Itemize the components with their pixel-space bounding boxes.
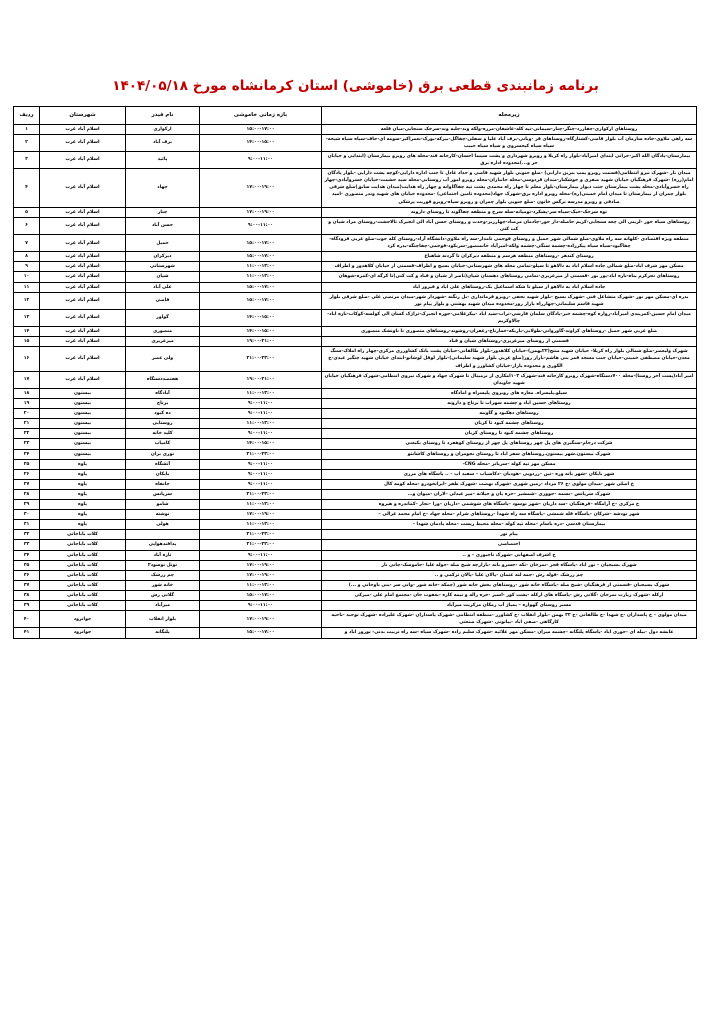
cell-row-number: ۴۰ <box>14 611 40 628</box>
cell-feeder: ده کبود <box>126 409 200 419</box>
cell-feeder: شامو <box>126 500 200 510</box>
cell-city: اسلام آباد غرب <box>40 217 126 234</box>
cell-row-number: ۱۶ <box>14 347 40 371</box>
cell-city: کلات باباجانی <box>40 591 126 601</box>
cell-city: جوانرود <box>40 611 126 628</box>
cell-city: اسلام آباد غرب <box>40 169 126 208</box>
cell-feeder: کامیاب <box>126 439 200 449</box>
cell-city: کلات باباجانی <box>40 570 126 580</box>
cell-feeder: آبادگاه <box>126 388 200 398</box>
table-row <box>14 347 697 371</box>
cell-time: ۱۷:۰۰-۱۹:۰۰ <box>200 510 322 520</box>
cell-row-number: ۳ <box>14 151 40 168</box>
cell-time: ۱۵:۰۰-۱۷:۰۰ <box>200 591 322 601</box>
cell-area: عابشه دول -بیله ای -حوری اباد -پاسگاه پلنگانه -چشمه میران -مسکن مهر علائیه -شهرک سلیم زاده -شهرک سیاه -سه راه تربیت بدنی- نوروز اباد و <box>322 628 697 638</box>
cell-city: کلات باباجانی <box>40 540 126 550</box>
cell-area: روستاهای دهکبود و گاوینه <box>322 409 697 419</box>
cell-city: پاوه <box>40 479 126 489</box>
cell-row-number: ۲۷ <box>14 479 40 489</box>
cell-time: ۱۵:۰۰-۱۷:۰۰ <box>200 282 322 292</box>
table-row <box>14 409 697 419</box>
cell-area: ضلع غربی شهر حمیل -روستاهای کراوند-گاورواني-طولابی-باریکه-خمارناج-زعفران-روشوند-روستاهای منصوری تا ناونشک منصوری <box>322 327 697 337</box>
cell-row-number: ۳۵ <box>14 560 40 570</box>
cell-area: شهرک بسیجیان -قسمتی از فرهنگیان -شیخ صله -پاسگاه خانه شور -روستاهای بخش خانه شور (چمکه -خانه شور -وانی سر -بنی ناوخانی و ...) <box>322 580 697 590</box>
cell-row-number: ۱۲ <box>14 292 40 309</box>
table-row <box>14 459 697 469</box>
cell-feeder: میرعزیزی <box>126 337 200 347</box>
cell-time: ۱۱:۰۰-۱۳:۰۰ <box>200 520 322 530</box>
cell-feeder: دیرکران <box>126 252 200 262</box>
cell-feeder: جهاد <box>126 169 200 208</box>
cell-feeder: نوزی بران <box>126 449 200 459</box>
cell-time: ۱۹:۰۰-۲۱:۰۰ <box>200 337 322 347</box>
cell-feeder: روستایی <box>126 419 200 429</box>
cell-area: جاده اسلام اباد به دالاهو از سیلو تا شکه اسماعیل بک-روستاهای علی اباد و فیروز اباد <box>322 282 697 292</box>
cell-row-number: ۳۲ <box>14 530 40 540</box>
table-row <box>14 207 697 217</box>
cell-city: اسلام آباد غرب <box>40 234 126 251</box>
cell-city: اسلام آباد غرب <box>40 327 126 337</box>
cell-feeder: آتشگاه <box>126 459 200 469</box>
cell-city: بیستون <box>40 398 126 408</box>
cell-city: پاوه <box>40 520 126 530</box>
cell-area: روستاهای سیاه خور -لرینی الی چغه سنجابی-کریم حاصله-دار خور-چادمان مرصاد-چهارزبر-وحدت و روستای حسن آباد الی انجیرک تالاجشت-روستای مراد شیان و کت کتی <box>322 217 697 234</box>
cell-time: ۲۱:۰۰-۲۳:۰۰ <box>200 530 322 540</box>
cell-area: شرکت درجام-سنگبری های پل چهر روستاهای پل چهر از روستای کوهفرد تا روستای بکبغنی <box>322 439 697 449</box>
table-row <box>14 500 697 510</box>
cell-city: اسلام آباد غرب <box>40 282 126 292</box>
cell-city: بیستون <box>40 409 126 419</box>
cell-row-number: ۷ <box>14 234 40 251</box>
table-row <box>14 530 697 540</box>
cell-city: پاوه <box>40 510 126 520</box>
cell-row-number: ۳۹ <box>14 601 40 611</box>
cell-city: پاوه <box>40 500 126 510</box>
cell-city: اسلام آباد غرب <box>40 337 126 347</box>
cell-feeder: چم زرشک <box>126 570 200 580</box>
cell-row-number: ۲۸ <box>14 489 40 499</box>
cell-city: کلات باباجانی <box>40 560 126 570</box>
cell-feeder: قاضی <box>126 292 200 309</box>
cell-row-number: ۳۴ <box>14 550 40 560</box>
cell-row-number: ۱۱ <box>14 282 40 292</box>
cell-area: روستاهای چشمه کبود تا روستای کربان <box>322 429 697 439</box>
table-row <box>14 134 697 151</box>
table-row <box>14 601 697 611</box>
cell-area: شهرک بیستون.شهر بیستون.روستاهای سفر اباد تا روستای نجومران و روستاهای کاشانتو <box>322 449 697 459</box>
table-row <box>14 151 697 168</box>
cell-time: ۱۷:۰۰-۱۹:۰۰ <box>200 560 322 570</box>
cell-city: اسلام آباد غرب <box>40 252 126 262</box>
table-header <box>14 107 697 124</box>
cell-time: ۲۱:۰۰-۲۳:۰۰ <box>200 347 322 371</box>
cell-city: کلات باباجانی <box>40 601 126 611</box>
table-row <box>14 591 697 601</box>
table-row <box>14 628 697 638</box>
cell-city: بیستون <box>40 388 126 398</box>
cell-feeder: گلانی رش <box>126 591 200 601</box>
cell-row-number: ۱۵ <box>14 337 40 347</box>
cell-feeder: خانه شور <box>126 580 200 590</box>
cell-feeder: ولی عصر <box>126 347 200 371</box>
table-row <box>14 520 697 530</box>
table-row <box>14 419 697 429</box>
cell-row-number: ۲۱ <box>14 419 40 429</box>
cell-time: ۱۱:۰۰-۱۳:۰۰ <box>200 419 322 429</box>
cell-time: ۹:۰۰-۱۱:۰۰ <box>200 601 322 611</box>
table-row <box>14 540 697 550</box>
table-row <box>14 580 697 590</box>
cell-feeder: چنار <box>126 207 200 217</box>
cell-feeder: شیان <box>126 272 200 282</box>
cell-city: اسلام آباد غرب <box>40 124 126 134</box>
cell-area: شهرک سرپانس –نسمه –جووزی –شمشیر –خره یان و جیلانه –میر عبدلی –لاران –میوان و… <box>322 489 697 499</box>
cell-time: ۱۱:۰۰-۱۳:۰۰ <box>200 388 322 398</box>
cell-time: ۱۷:۰۰-۱۹:۰۰ <box>200 570 322 580</box>
cell-feeder: هفتصددستگاه <box>126 371 200 388</box>
cell-city: اسلام آباد غرب <box>40 262 126 272</box>
cell-area: خ اصلی شهر -میدان مولوی -خ ۲۶ مرداد -زمین شهری -شهرک نهضت -شهرک ظفر -ابرانخودرو -محله کومه کال <box>322 479 697 489</box>
cell-time: ۹:۰۰-۱۱:۰۰ <box>200 217 322 234</box>
cell-area: شهرک بسیجیان – نور اباد -پاسگاه قجر -نمرخان -نکه -خسرو بانه -بازارچه شیخ صله -جوله علیا -جاموسک-چانی نار <box>322 560 697 570</box>
table-header-row <box>14 107 697 124</box>
cell-city: بیستون <box>40 439 126 449</box>
cell-row-number: ۳۸ <box>14 591 40 601</box>
cell-row-number: ۲۴ <box>14 449 40 459</box>
cell-area: خ مرکزی –خ آرامگاه –فرهنگیان –سد داریان –شهر نوسود –پاسگاه های شوشمی –داریان –ورا –نجار –کماندره و هیروه <box>322 500 697 510</box>
cell-city: اسلام آباد غرب <box>40 309 126 326</box>
table-row <box>14 292 697 309</box>
table-row <box>14 429 697 439</box>
cell-feeder: پائید <box>126 151 200 168</box>
table-row <box>14 337 697 347</box>
table-row <box>14 479 697 489</box>
cell-feeder: بلوار انقلاب <box>126 611 200 628</box>
cell-area: مسکن مهر شرف اباد-ضلع شمالی جاده اسلام اباد به دالاهو تا سیلو-تمامی محله های شهرستانی-خیابان بسیج و اطراف-قسمتی از خیابان کلاهدوز و اطراف <box>322 262 697 272</box>
table-row <box>14 550 697 560</box>
cell-feeder: گواور <box>126 309 200 326</box>
cell-area: پیام نور <box>322 530 697 540</box>
table-row <box>14 309 697 326</box>
table-row <box>14 489 697 499</box>
cell-area: امیر آباد(پست آخر روستا)-محله ۷۰۰دستگاه-شهرک روبرو کارخانه قند-شهرک ۱۰۳امکاری از نرمینال تا شهرک جهاد و شهرک نیروی انتظامی-شهرک فرهنگیان خیابان شهید جاویدان <box>322 371 697 388</box>
cell-feeder: حمیل <box>126 234 200 251</box>
cell-feeder: برف آباد <box>126 134 200 151</box>
table-row <box>14 570 697 580</box>
table-row <box>14 124 697 134</box>
cell-row-number: ۴ <box>14 169 40 208</box>
cell-area: بیمارستان-پادگان الله اکبر-خرانی ابتدای امیرآباد-بلوار راه کربلا و روبرو شهرداری و پشت سینما احسان-کارخانه قند-محله های روبرو بیمارستان (ابتدایی و خیابان حر و...)محدوده اداره برق <box>322 151 697 168</box>
table-row <box>14 272 697 282</box>
cell-area: شهرک ولیعصر-ضلع شمالی بلوار راه کربلا- خیابان شهید منتج(۲۲بهمن)-خیابان کلاهدوز-بلوار طالقانی-خیابان پشت بانک کشاورزی مرکزی-چهار راه املاک-سنگ معدن-خیابان مصطفی خمینی-خیابان جنب مسجد قمر بنی هاشم-بازار روز(ضلع غربی بلوار شهید سلیمانی)-بلوار لوفل لوشانو-ابتدای خیابان شهید چنگیز عبدی-خ الکوری و محدوده بازار-خیابان کشاورز و اطراف <box>322 347 697 371</box>
cell-row-number: ۲۲ <box>14 429 40 439</box>
cell-area: سیلو.پلیسراه. مغازه های روبروی پلیسراه و امادگاه <box>322 388 697 398</box>
column-header-area: زیرمحله <box>322 107 697 124</box>
cell-row-number: ۱۸ <box>14 388 40 398</box>
cell-feeder: برناج <box>126 398 200 408</box>
cell-row-number: ۲۰ <box>14 409 40 419</box>
outage-schedule-table <box>13 106 697 638</box>
table-row <box>14 371 697 388</box>
cell-area: مسیر روستای گهواره – پمپاژ آب زمکان مرکزیت میرآباد <box>322 601 697 611</box>
cell-feeder: شهرستانی <box>126 262 200 272</box>
table-body <box>14 124 697 638</box>
cell-area: میدان امام حسین-کمربندی امیرآباد-زواره کوه-چشمه خبر-پادگان سلمان فارسی-تراب-سید اباد -بیکرغلامی-جوزه انجیرک-تراژک کسان الی کولسه-کوکاب-نازه اباد-چالاوکریم <box>322 309 697 326</box>
cell-row-number: ۲۹ <box>14 500 40 510</box>
cell-row-number: ۲۳ <box>14 439 40 449</box>
cell-time: ۹:۰۰-۱۱:۰۰ <box>200 398 322 408</box>
cell-feeder: میرآباد <box>126 601 200 611</box>
cell-city: اسلام آباد غرب <box>40 292 126 309</box>
cell-feeder: منصوری <box>126 327 200 337</box>
cell-time: ۹:۰۰-۱۱:۰۰ <box>200 479 322 489</box>
cell-time: ۱۱:۰۰-۱۳:۰۰ <box>200 500 322 510</box>
cell-row-number: ۱۹ <box>14 398 40 408</box>
cell-city: اسلام آباد غرب <box>40 151 126 168</box>
cell-time: ۲۱:۰۰-۲۳:۰۰ <box>200 540 322 550</box>
cell-city: کلات باباجانی <box>40 580 126 590</box>
cell-time: ۹:۰۰-۱۱:۰۰ <box>200 409 322 419</box>
cell-row-number: ۱۴ <box>14 327 40 337</box>
cell-row-number: ۵ <box>14 207 40 217</box>
cell-time: ۱۷:۰۰-۱۹:۰۰ <box>200 169 322 208</box>
cell-area: بیمارستان قدسی –دره باسام –محله تپه کوله –محله محیط زیست –محله پادمان شهدا – <box>322 520 697 530</box>
schedule-table-container <box>0 106 711 638</box>
table-row <box>14 510 697 520</box>
cell-feeder: پلنگانه <box>126 628 200 638</box>
cell-time: ۱۵:۰۰-۱۷:۰۰ <box>200 292 322 309</box>
column-header-feeder: نام فیدر <box>126 107 200 124</box>
cell-time: ۹:۰۰-۱۱:۰۰ <box>200 550 322 560</box>
cell-row-number: ۱۰ <box>14 272 40 282</box>
table-row <box>14 217 697 234</box>
cell-city: اسلام آباد غرب <box>40 272 126 282</box>
cell-area: خ اشرف اصفهانی -شهرک تاجبوزی – و .. <box>322 550 697 560</box>
cell-feeder: نوشته <box>126 510 200 520</box>
cell-time: ۱۷:۰۰-۱۹:۰۰ <box>200 611 322 628</box>
cell-area: اختصاصی <box>322 540 697 550</box>
cell-area: شهر بابکان –شهر بانه وره –تین –زردویی –هودیان –دکاسیاب – سفید اب – .. پاسگاه های مرزی <box>322 469 697 479</box>
cell-feeder: هولی <box>126 520 200 530</box>
cell-feeder: سرپانس <box>126 489 200 499</box>
cell-time: ۱۵:۰۰-۱۷:۰۰ <box>200 234 322 251</box>
table-row <box>14 262 697 272</box>
cell-time: ۱۴:۰۰-۱۵:۰۰ <box>200 439 322 449</box>
cell-feeder: تازه آباد <box>126 550 200 560</box>
cell-city: اسلام آباد غرب <box>40 371 126 388</box>
cell-city: پاوه <box>40 469 126 479</box>
cell-time: ۱۵:۰۰-۱۷:۰۰ <box>200 252 322 262</box>
cell-area: میدان مولوی – خ پاسداران -خ شهدا -خ طالقانی -خ ۲۲ بهمن -بلوار انقلاب -خ کشاورز -منطقه انتظامی -شهرک پاسداران -شهرک علیزاده -شهرک توحید -ناحیه کارگاهی -صفی اباد -بیاتونی -شهرک صنعتی <box>322 611 697 628</box>
cell-feeder: پدافندهوایی <box>126 540 200 550</box>
table-row <box>14 327 697 337</box>
page-title: برنامه زمانبندی قطعی برق (خاموشی) استان کرمانشاه مورخ ۱۴۰۴/۰۵/۱۸ <box>112 78 599 94</box>
table-row <box>14 398 697 408</box>
cell-time: ۹:۰۰-۱۱:۰۰ <box>200 429 322 439</box>
table-row <box>14 282 697 292</box>
cell-city: جوانرود <box>40 628 126 638</box>
cell-time: ۱۴:۰۰-۱۵:۰۰ <box>200 134 322 151</box>
cell-city: پاوه <box>40 459 126 469</box>
cell-city: اسلام آباد غرب <box>40 134 126 151</box>
cell-area: قسمتی از روستای میرعزیزی-روستاهای شیان و قباد <box>322 337 697 347</box>
column-header-row: ردیف <box>14 107 40 124</box>
cell-feeder: حسن آباد <box>126 217 200 234</box>
cell-row-number: ۸ <box>14 252 40 262</box>
cell-time: ۱۱:۰۰-۱۳:۰۰ <box>200 580 322 590</box>
cell-time: ۱۷:۰۰-۱۹:۰۰ <box>200 207 322 217</box>
cell-time: ۱۹:۰۰-۲۱:۰۰ <box>200 371 322 388</box>
cell-area: شهر نودشه –شرکان –پاسگاه قله شمشی –پاسگاه سه راه شهدا –روستاهای شرام –محله جهاد –خ امام محمد غزالی – <box>322 510 697 520</box>
cell-area: مسکن مهر تپه کوله –سربانر –محله CNG- <box>322 459 697 469</box>
cell-city: کلات باباجانی <box>40 550 126 560</box>
cell-time: ۲۱:۰۰-۲۳:۰۰ <box>200 489 322 499</box>
cell-area: توه سرخک-خیک-سیاه سر-پشکرد-تومیانه-سله سرخ و منطقه چقاگوند تا روستای دارونه <box>322 207 697 217</box>
cell-row-number: ۴۱ <box>14 628 40 638</box>
cell-row-number: ۳۳ <box>14 540 40 550</box>
table-row <box>14 252 697 262</box>
cell-area: سه راهی ملاوی-جاده سازمان آب بلوار قاضی-کشتارگاه-روستاهای قر -وبانی-برف آباد علیا و سفلی-چقاگل-بیرکه-بورک-نعمراکبر-سومه ای-جاف-سیاه سیاه شیخه-سیاه سیاه کیخسروی و سیاه سیاه حبیب <box>322 134 697 151</box>
cell-city: کلات باباجانی <box>40 530 126 540</box>
cell-row-number: ۳۱ <box>14 520 40 530</box>
cell-time: ۹:۰۰-۱۱:۰۰ <box>200 469 322 479</box>
cell-time: ۹:۰۰-۱۱:۰۰ <box>200 151 322 168</box>
cell-area: روستای کندهر -روستاهای منطقه هرسم و منطقه دیرکران تا گردنه شاهباغ <box>322 252 697 262</box>
cell-area: ارکله -شهرک زیارت نمرخان -گلانی رش -پاسگاه های ارکله -پشت کور -اسیر -خره زاله و نیمه کاره -یعقوب جان -مجتمع امام علی -میرکی <box>322 591 697 601</box>
cell-feeder <box>126 530 200 540</box>
cell-row-number: ۲ <box>14 134 40 151</box>
cell-row-number: ۳۰ <box>14 510 40 520</box>
cell-row-number: ۱۷ <box>14 371 40 388</box>
cell-city: بیستون <box>40 449 126 459</box>
table-row <box>14 449 697 459</box>
column-header-city: شهرستان <box>40 107 126 124</box>
cell-time: ۱۵:۰۰-۱۷:۰۰ <box>200 124 322 134</box>
table-row <box>14 611 697 628</box>
table-row <box>14 234 697 251</box>
cell-time: ۱۴:۰۰-۱۵:۰۰ <box>200 309 322 326</box>
cell-city: بیستون <box>40 419 126 429</box>
cell-feeder: علی آباد <box>126 282 200 292</box>
table-row <box>14 560 697 570</box>
cell-feeder: خانقاه <box>126 479 200 489</box>
cell-row-number: ۹ <box>14 262 40 272</box>
cell-feeder: ارکوازی <box>126 124 200 134</box>
cell-city: اسلام آباد غرب <box>40 207 126 217</box>
cell-city: اسلام آباد غرب <box>40 347 126 371</box>
cell-row-number: ۱ <box>14 124 40 134</box>
cell-feeder: توتل نوسود۲ <box>126 560 200 570</box>
cell-area: چم زرشک -فوله رش -جمه لنه عثمان -پالان علیا -پالان ترکمی و .. <box>322 570 697 580</box>
cell-row-number: ۶ <box>14 217 40 234</box>
table-row <box>14 469 697 479</box>
cell-area: میدان بار -شهرک نیرو انتظامی(قسمت روبرو پمپ بنزین دارابی) -ضلع جنوبی بلوار شهید قاضی و حداد عادل تا جنب اداره دارایی-کوچه پشت دارایی -بلوار پادگان امام(زره) -شهرک فرهنگیان خیابان شهید صفری و خوشکنار-میدان فردوسی-محله جانبازان-محله روبرو امور آب روستایی-محله سید حشمت-خیابان خسروآبادی-چهار راه خسروآبادی-محله پشت بیمارستان جنب دیوار بیمارستان-بلوار معلم تا چهار راه محمدی پشت تپه چقاگاوانه و چهار راه هدایت(میدان هدایت سابق)ضلع شرقی بلوار چمران از بیمارستان تا میدان امام خمینی(ره)-محله روبرو اداره برق-شهرک جهاد(محدوده تامین اجتماعی) -محدوده خیابان های شهید وندر منصوری -امید صادقی و روبرو مدرسه نرگس خانون -ضلع جنوبی بلوار چمران و روبرو سپاه-روبرو فوریت پزشکی <box>322 169 697 208</box>
cell-time: ۱۵:۰۰-۱۷:۰۰ <box>200 628 322 638</box>
cell-row-number: ۳۶ <box>14 570 40 580</box>
cell-feeder: کلید خانه <box>126 429 200 439</box>
column-header-time: بازه زمانی خاموشی <box>200 107 322 124</box>
cell-city: پاوه <box>40 489 126 499</box>
cell-time: ۱۱:۰۰-۱۳:۰۰ <box>200 272 322 282</box>
cell-row-number: ۲۶ <box>14 469 40 479</box>
cell-row-number: ۲۵ <box>14 459 40 469</box>
cell-area: روستاهای تجرکرم پناه-نازه اباد-پور بور -قسمتی از میرعزیزی-تمامی روستاهای دهستان شیان(ناصر از شیان و قباد و کت کتی)تا کرگه ای-کمره-شوهان <box>322 272 697 282</box>
cell-area: بدره ای-مسکن مهر نور -شهرک متشاغل فنی -شهرک بسیج -بلوار شهید نجفی -روبرو فرمانداری -بل زنگنه -شهردار شهر-میدان مرتضی علی -ضلع شرقی بلوار شهید قاسم سلیمانی-چهارراه بازار روز-محدوده میدان شهید بهشتی و بلوار پیام نور <box>322 292 697 309</box>
table-row <box>14 439 697 449</box>
cell-area: روستاهای چشمه کبود تا کربان <box>322 419 697 429</box>
cell-area: روستاهای ارکوازی-چقازرد-چنگر-چنار-سیمانی-تپه کله-عاشقان-مرزه-ولکه وند-جلبه وند-سرخک سنجابی-میان قلعه <box>322 124 697 134</box>
cell-area: روستاهای حسین اباد و چشمه سهراب تا برناج و دارونه <box>322 398 697 408</box>
cell-time: ۹:۰۰-۱۱:۰۰ <box>200 459 322 469</box>
cell-row-number: ۳۷ <box>14 580 40 590</box>
cell-city: بیستون <box>40 429 126 439</box>
cell-feeder: بابکان <box>126 469 200 479</box>
table-row <box>14 169 697 208</box>
cell-time: ۱۴:۰۰-۱۵:۰۰ <box>200 327 322 337</box>
cell-time: ۲۱:۰۰-۲۳:۰۰ <box>200 449 322 459</box>
cell-time: ۱۱:۰۰-۱۳:۰۰ <box>200 262 322 272</box>
cell-row-number: ۱۳ <box>14 309 40 326</box>
cell-area: منطقه ویژه اقتصادی -کلهانه سه راه ملاوی-ضلع شمالی شهر حمیل و روستای فوجمی نامدار-سه راه ملاوی-دانشگاه آزاد-روستای کله جوب-ضلع غربی فرودگاه-چقاگبود-سیاه سیاه پیکرزاده-چشمه سنگی-چشمه ولکه-امیرآباد خانمنصور-سربکود-فوجمی-چقاچنگه-بدره کرد <box>322 234 697 251</box>
table-row <box>14 388 697 398</box>
